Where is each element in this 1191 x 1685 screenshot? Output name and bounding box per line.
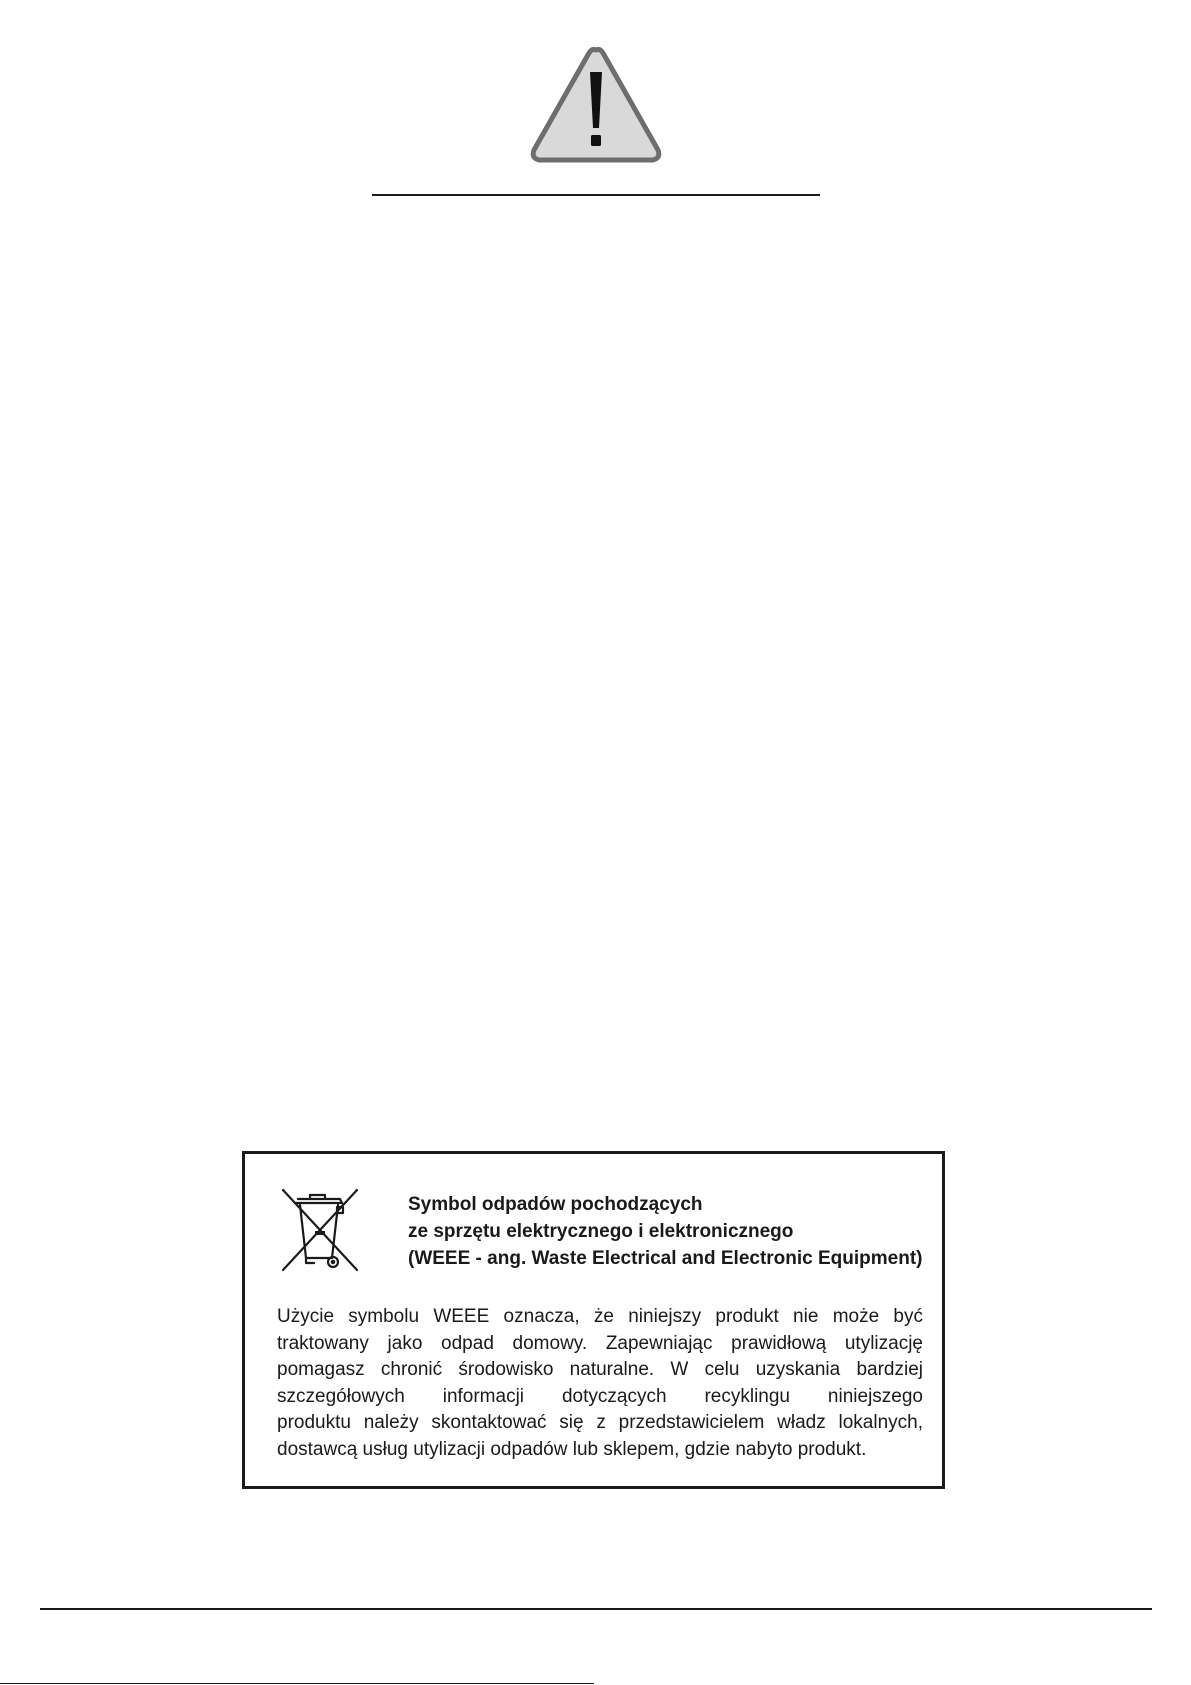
weee-heading-line: (WEEE - ang. Waste Electrical and Electronic Equipment)	[408, 1248, 923, 1269]
weee-heading-line: Symbol odpadów pochodzących	[408, 1194, 703, 1215]
footer-divider	[40, 1608, 1152, 1610]
weee-body-line: traktowany jako odpad domowy. Zapewniając prawidłową utylizację	[277, 1332, 923, 1354]
weee-heading	[408, 1191, 938, 1272]
title-underline	[372, 194, 820, 196]
warning-triangle-icon	[528, 44, 664, 166]
crossed-out-wheelie-bin-icon	[279, 1186, 361, 1276]
weee-body-text	[277, 1304, 923, 1463]
weee-body-line: Użycie symbolu WEEE oznacza, że niniejszy produkt nie może być	[277, 1306, 923, 1327]
weee-body-line: dostawcą usług utylizacji odpadów lub sklepem, gdzie nabyto produkt.	[277, 1438, 867, 1460]
weee-heading-line: ze sprzętu elektrycznego i elektronicznego	[408, 1221, 794, 1242]
weee-notice-box	[242, 1151, 945, 1489]
weee-body-line: produktu należy skontaktować się z przedstawicielem władz lokalnych,	[277, 1412, 923, 1433]
page-edge-line	[0, 1683, 594, 1684]
weee-body-line: szczegółowych informacji dotyczących recyklingu niniejszego	[277, 1385, 923, 1407]
weee-body-line: pomagasz chronić środowisko naturalne. W celu uzyskania bardziej	[277, 1359, 923, 1380]
